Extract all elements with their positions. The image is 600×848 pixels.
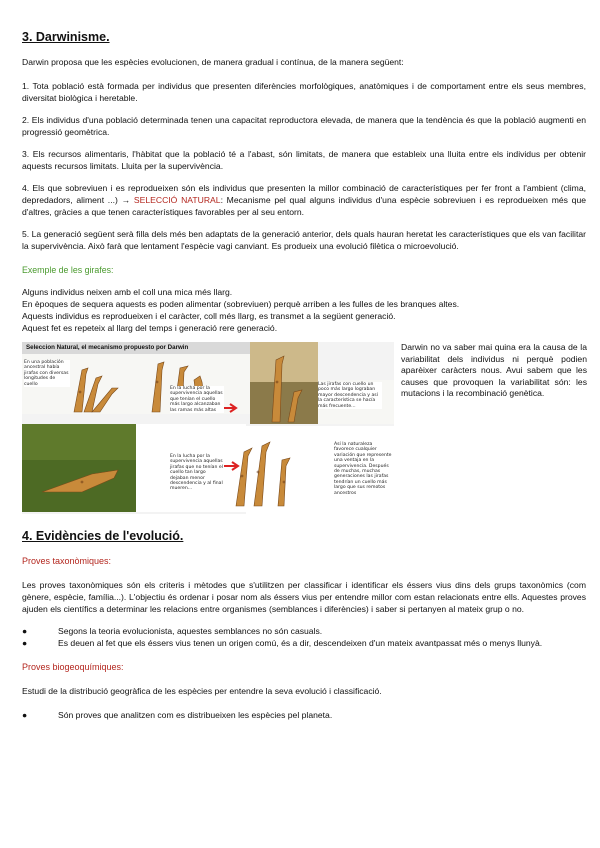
- document-page: [22, 30, 586, 721]
- bullet-icon: ●: [22, 626, 28, 636]
- figure-caption-3: Las jirafas con cuello un poco más largo lograban mayor descendencia y así la característica se hacía más frecuente...: [318, 382, 382, 409]
- giraffe-figure-row: [22, 342, 586, 517]
- point-4: [22, 182, 586, 218]
- bullet-icon: ●: [22, 710, 28, 720]
- taxonomic-proofs-text: Les proves taxonòmiques són els criteris i mètodes que s'utilitzen per classificar i identificar els éssers vius dins dels grups taxonòmics (com gènere, espècie, família...). L'objectiu és ordenar i posar nom als éssers vius per entendre millor com estan relacionats entre ells. Aquestes proves ajuden els científics a determinar les relacions entre organismes (semblances i diferències) i saber si pertanyen al mateix grup o no.: [22, 580, 586, 614]
- giraffe-line: Aquest fet es repeteix al llarg del temps i generació rere generació.: [22, 323, 278, 333]
- point-1: 1. Tota població està formada per individus que presenten diferències morfològiques, anatòmiques i de comportament entre els seus membres, diversitat biològica i heretable.: [22, 81, 586, 103]
- giraffe-line: En èpoques de sequera aquests es poden alimentar (sobreviuen) perquè arriben a les fulles de les branques altes.: [22, 299, 460, 309]
- point-2: 2. Els individus d'una població determinada tenen una capacitat reproductora elevada, de manera que la tendència és que la població augmenti en progressió geomètrica.: [22, 115, 586, 137]
- giraffe-line: Aquests individus es reprodueixen i el caràcter, coll més llarg, es transmet a la següent generació.: [22, 311, 396, 321]
- list-item: [22, 625, 586, 637]
- bullet-icon: ●: [22, 638, 28, 648]
- giraffe-line: Alguns individus neixen amb el coll una mica més llarg.: [22, 287, 233, 297]
- figure-caption-4: En la lucha por la supervivencia aquellas jirafas que no tenían el cuello tan largo dejaban menor descendencia y al final mueren...: [170, 454, 223, 492]
- bullet-text: Es deuen al fet que els éssers vius tenen un origen comú, és a dir, descendeixen d'un mateix avantpassat més o menys llunyà.: [58, 638, 543, 648]
- list-item: [22, 709, 586, 721]
- natural-selection-term: SELECCIÓ NATURAL: [133, 195, 221, 205]
- section-4-title: 4. Evidències de l'evolució.: [22, 529, 184, 543]
- list-item: [22, 637, 586, 649]
- taxonomic-proofs-heading: Proves taxonòmiques:: [22, 556, 112, 566]
- point-5: 5. La generació següent serà filla dels més ben adaptats de la generació anterior, dels quals hauran heretat les característiques que els van facilitar la supervivència. Això farà que lentament l'espècie vagi canviant. Es produeix una evolució filètica o microevolució.: [22, 229, 586, 251]
- bullet-text: Segons la teoria evolucionista, aquestes semblances no són casuals.: [58, 626, 323, 636]
- giraffe-example-lines: [22, 286, 586, 334]
- biogeochemical-proofs-text: Estudi de la distribució geogràfica de les espècies per entendre la seva evolució i classificació.: [22, 686, 382, 696]
- biogeochemical-proofs-heading: Proves biogeoquímiques:: [22, 662, 124, 672]
- darwin-intro: Darwin proposa que les espècies evolucionen, de manera gradual i contínua, de la manera següent:: [22, 57, 404, 67]
- bullet-text: Són proves que analitzen com es distribueixen les espècies pel planeta.: [58, 710, 333, 720]
- giraffe-example-heading: Exemple de les girafes:: [22, 265, 114, 275]
- point-4-start: 4. Els que sobreviuen i es reprodueixen són els individus que presenten la millor combinació de característiques per fer front a l'ambient (clima, depredadors, aliment ...) →: [22, 183, 586, 205]
- point-4-end: : Mecanisme pel qual alguns individus d'una espècie sobreviuen i es reprodueixen més que d'altres, gràcies a que tenen característiques favorables per al seu entorn.: [22, 195, 586, 217]
- natural-selection-figure: [22, 342, 394, 514]
- figure-caption-5: Así la naturaleza favorece cualquier variación que represente una ventaja en la supervivencia. Después de muchas, muchas generaciones las jirafas tendrían un cuello más largo que sus remotos ancestros: [334, 442, 392, 496]
- section-3-title: 3. Darwinisme.: [22, 30, 110, 44]
- figure-caption-2: En la lucha por la supervivencia aquellas que tenían el cuello más largo alcanzaban las ramas más altas: [170, 386, 223, 413]
- variability-text: Darwin no va saber mai quina era la causa de la variabilitat dels individus ni perquè podien aparèixer caràcters nous. Avui sabem que les causes que provoquen la variabilitat són: les mutacions i la recombinació genètica.: [401, 342, 587, 399]
- variability-note: [401, 342, 587, 400]
- point-3: 3. Els recursos alimentaris, l'hàbitat que la població té a l'abast, són limitats, de manera que estableix una lluita entre els individus per obtenir aquests recursos limitats. Lluita per la supervivència.: [22, 149, 586, 171]
- figure-caption-1: En una población ancestral había jirafas con diversas longitudes de cuello: [24, 360, 69, 387]
- figure-banner: Seleccion Natural, el mecanismo propuesto por Darwin: [22, 342, 250, 354]
